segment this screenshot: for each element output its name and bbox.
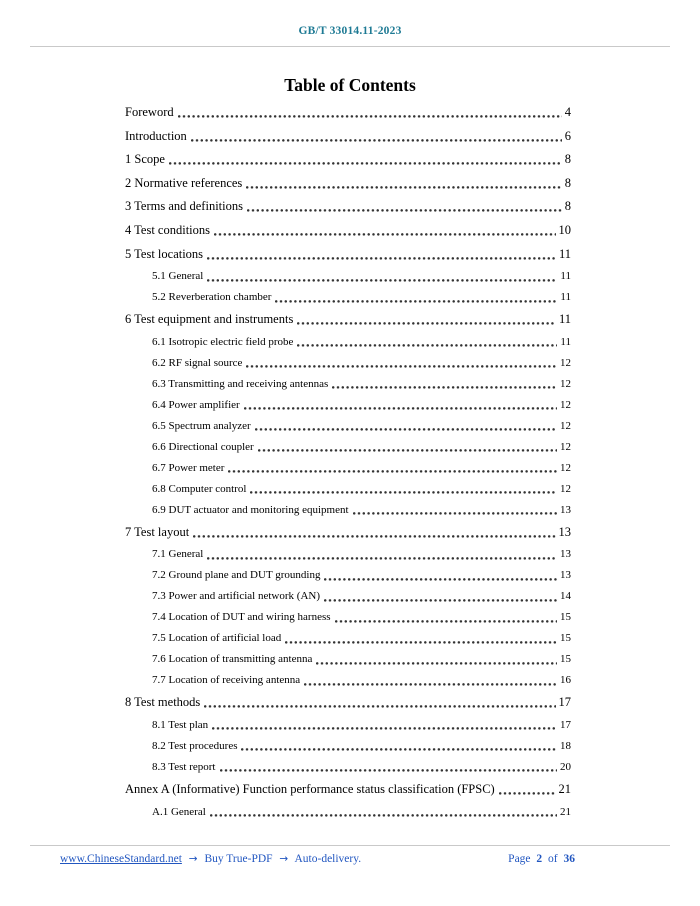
toc-entry-page: 15 bbox=[560, 632, 571, 645]
toc-dot-leader bbox=[207, 279, 557, 282]
toc-entry-page: 12 bbox=[560, 461, 571, 474]
toc-entry-page: 13 bbox=[560, 503, 571, 516]
toc-entry-label: 7 Test layout bbox=[125, 524, 190, 539]
toc-entry-page: 21 bbox=[560, 805, 571, 818]
toc-dot-leader bbox=[220, 769, 558, 772]
footer-current-page: 2 bbox=[536, 853, 543, 865]
toc-entry-label: 6.7 Power meter bbox=[152, 461, 225, 474]
toc-dot-leader bbox=[353, 512, 557, 515]
toc-entry[interactable] bbox=[125, 670, 571, 691]
toc-entry[interactable] bbox=[125, 125, 571, 149]
toc-dot-leader bbox=[285, 641, 557, 644]
toc-entry-page: 12 bbox=[560, 398, 571, 411]
toc-entry-label: 7.7 Location of receiving antenna bbox=[152, 674, 301, 687]
footer-promo bbox=[60, 853, 365, 865]
toc-entry[interactable] bbox=[125, 736, 571, 757]
toc-dot-leader bbox=[332, 386, 557, 389]
page-footer bbox=[30, 845, 670, 865]
toc-dot-leader bbox=[228, 470, 557, 473]
toc-entry-label: Introduction bbox=[125, 128, 187, 143]
toc-entry[interactable] bbox=[125, 521, 571, 545]
toc-title: Table of Contents bbox=[284, 75, 416, 95]
toc-dot-leader bbox=[178, 115, 562, 118]
toc-entry-label: 6.6 Directional coupler bbox=[152, 440, 254, 453]
toc-dot-leader bbox=[324, 578, 557, 581]
toc-entry[interactable] bbox=[125, 586, 571, 607]
toc-entry-page: 17 bbox=[560, 718, 571, 731]
toc-entry-label: 6.9 DUT actuator and monitoring equipment bbox=[152, 503, 349, 516]
toc-entry[interactable] bbox=[125, 437, 571, 458]
toc-entry[interactable] bbox=[125, 195, 571, 219]
toc-entry-page: 11 bbox=[560, 291, 571, 304]
document-number: GB/T 33014.11-2023 bbox=[298, 25, 402, 37]
toc-entry-page: 21 bbox=[558, 781, 571, 796]
toc-dot-leader bbox=[297, 344, 557, 347]
toc-entry-page: 15 bbox=[560, 653, 571, 666]
toc-entry-label: 5.2 Reverberation chamber bbox=[152, 291, 272, 304]
toc-entry[interactable] bbox=[125, 416, 571, 437]
toc-entry-label: Foreword bbox=[125, 105, 174, 119]
footer-page-word: Page bbox=[508, 853, 531, 865]
footer-buy-pdf-text: Buy True-PDF bbox=[204, 853, 273, 865]
toc-entry-label: 7.3 Power and artificial network (AN) bbox=[152, 590, 321, 603]
toc-entry-page: 11 bbox=[560, 335, 571, 348]
toc-entry-page: 17 bbox=[558, 695, 571, 710]
toc-entry[interactable] bbox=[125, 395, 571, 416]
toc-entry-page: 6 bbox=[564, 128, 571, 143]
toc-dot-leader bbox=[246, 186, 561, 189]
toc-list bbox=[125, 101, 571, 823]
toc-entry[interactable] bbox=[125, 691, 571, 715]
toc-entry-label: 5 Test locations bbox=[125, 246, 204, 261]
toc-entry[interactable] bbox=[125, 332, 571, 353]
toc-dot-leader bbox=[241, 748, 557, 751]
toc-dot-leader bbox=[207, 257, 556, 260]
toc-entry[interactable] bbox=[125, 757, 571, 778]
toc-entry[interactable] bbox=[125, 287, 571, 308]
toc-entry-label: 6.4 Power amplifier bbox=[152, 398, 240, 411]
toc-entry[interactable] bbox=[125, 565, 571, 586]
toc-entry-page: 14 bbox=[560, 590, 571, 603]
toc-dot-leader bbox=[275, 300, 557, 303]
toc-dot-leader bbox=[304, 683, 557, 686]
toc-entry-label: 4 Test conditions bbox=[125, 222, 211, 237]
toc-dot-leader bbox=[204, 705, 555, 708]
toc-entry-page: 8 bbox=[564, 152, 571, 167]
toc-dot-leader bbox=[297, 322, 556, 325]
toc-dot-leader bbox=[244, 407, 557, 410]
toc-entry[interactable] bbox=[125, 649, 571, 670]
toc-dot-leader bbox=[247, 209, 562, 212]
toc-entry[interactable] bbox=[125, 101, 571, 125]
toc-entry-label: 7.2 Ground plane and DUT grounding bbox=[152, 569, 321, 582]
toc-dot-leader bbox=[210, 814, 557, 817]
toc-dot-leader bbox=[212, 727, 557, 730]
toc-entry-label: 8 Test methods bbox=[125, 695, 201, 710]
toc-entry[interactable] bbox=[125, 308, 571, 332]
footer-of-word: of bbox=[548, 853, 558, 865]
toc-entry-page: 12 bbox=[560, 356, 571, 369]
toc-dot-leader bbox=[191, 139, 562, 142]
toc-entry-label: 6 Test equipment and instruments bbox=[125, 312, 294, 327]
toc-dot-leader bbox=[258, 449, 557, 452]
toc-entry-page: 8 bbox=[564, 175, 571, 190]
toc-entry-label: 6.5 Spectrum analyzer bbox=[152, 419, 251, 432]
toc-entry[interactable] bbox=[125, 243, 571, 267]
toc-entry-page: 18 bbox=[560, 739, 571, 752]
toc-entry[interactable] bbox=[125, 266, 571, 287]
toc-entry-label: 3 Terms and definitions bbox=[125, 199, 243, 214]
toc-entry[interactable] bbox=[125, 353, 571, 374]
toc-entry-page: 15 bbox=[560, 611, 571, 624]
toc-entry[interactable] bbox=[125, 544, 571, 565]
arrow-right-icon: → bbox=[188, 853, 198, 865]
toc-entry-page: 12 bbox=[560, 440, 571, 453]
toc-entry[interactable] bbox=[125, 500, 571, 521]
toc-entry[interactable] bbox=[125, 172, 571, 196]
footer-auto-delivery-text: Auto-delivery. bbox=[294, 853, 362, 865]
toc-entry-label: 6.1 Isotropic electric field probe bbox=[152, 335, 294, 348]
toc-dot-leader bbox=[499, 792, 556, 795]
toc-entry-page: 8 bbox=[564, 199, 571, 214]
footer-site-link[interactable]: www.ChineseStandard.net bbox=[60, 853, 182, 865]
toc-entry[interactable] bbox=[125, 148, 571, 172]
toc-entry-label: 8.1 Test plan bbox=[152, 718, 209, 731]
toc-entry[interactable] bbox=[125, 458, 571, 479]
toc-entry-label: 8.2 Test procedures bbox=[152, 739, 238, 752]
toc-entry-label: 7.6 Location of transmitting antenna bbox=[152, 653, 313, 666]
toc-dot-leader bbox=[250, 491, 557, 494]
toc-dot-leader bbox=[255, 428, 557, 431]
toc-entry-label: 6.2 RF signal source bbox=[152, 356, 243, 369]
toc-dot-leader bbox=[246, 365, 557, 368]
toc-entry-page: 12 bbox=[560, 419, 571, 432]
toc-entry[interactable] bbox=[125, 628, 571, 649]
toc-entry-page: 12 bbox=[560, 377, 571, 390]
footer-page-indicator bbox=[505, 853, 575, 865]
toc-entry-label: 7.4 Location of DUT and wiring harness bbox=[152, 611, 331, 624]
toc-entry-page: 10 bbox=[558, 222, 571, 237]
toc-dot-leader bbox=[207, 557, 557, 560]
toc-entry-page: 4 bbox=[564, 105, 571, 119]
toc-entry-page: 11 bbox=[558, 246, 571, 261]
toc-dot-leader bbox=[169, 162, 562, 165]
toc-entry[interactable] bbox=[125, 802, 571, 823]
toc-dot-leader bbox=[214, 233, 555, 236]
toc-entry[interactable] bbox=[125, 374, 571, 395]
toc-entry-label: Annex A (Informative) Function performance status classification (FPSC) bbox=[125, 781, 495, 796]
toc-dot-leader bbox=[335, 620, 557, 623]
toc-entry[interactable] bbox=[125, 219, 571, 243]
toc-entry-page: 16 bbox=[560, 674, 571, 687]
arrow-right-icon: → bbox=[279, 853, 289, 865]
footer-divider bbox=[30, 845, 670, 846]
footer-total-pages: 36 bbox=[563, 853, 575, 865]
toc-entry-label: 6.3 Transmitting and receiving antennas bbox=[152, 377, 329, 390]
toc-dot-leader bbox=[193, 535, 555, 538]
toc-entry-page: 11 bbox=[560, 270, 571, 283]
toc-entry-label: 2 Normative references bbox=[125, 175, 243, 190]
header-divider bbox=[30, 46, 670, 47]
toc-entry[interactable] bbox=[125, 715, 571, 736]
toc-entry-label: 8.3 Test report bbox=[152, 760, 216, 773]
toc-entry-label: 5.1 General bbox=[152, 270, 204, 283]
toc-entry[interactable] bbox=[125, 607, 571, 628]
toc-entry-page: 13 bbox=[560, 548, 571, 561]
toc-dot-leader bbox=[324, 599, 557, 602]
toc-entry-page: 13 bbox=[558, 524, 571, 539]
toc-entry-label: 7.1 General bbox=[152, 548, 204, 561]
toc-entry-page: 12 bbox=[560, 482, 571, 495]
toc-entry[interactable] bbox=[125, 778, 571, 802]
toc-entry[interactable] bbox=[125, 479, 571, 500]
toc-entry-label: 1 Scope bbox=[125, 152, 165, 167]
toc-entry-label: A.1 General bbox=[152, 805, 206, 818]
toc-entry-label: 6.8 Computer control bbox=[152, 482, 247, 495]
toc-entry-label: 7.5 Location of artificial load bbox=[152, 632, 282, 645]
toc-entry-page: 20 bbox=[560, 760, 571, 773]
toc-entry-page: 11 bbox=[558, 312, 571, 327]
toc-entry-page: 13 bbox=[560, 569, 571, 582]
toc-dot-leader bbox=[316, 662, 557, 665]
